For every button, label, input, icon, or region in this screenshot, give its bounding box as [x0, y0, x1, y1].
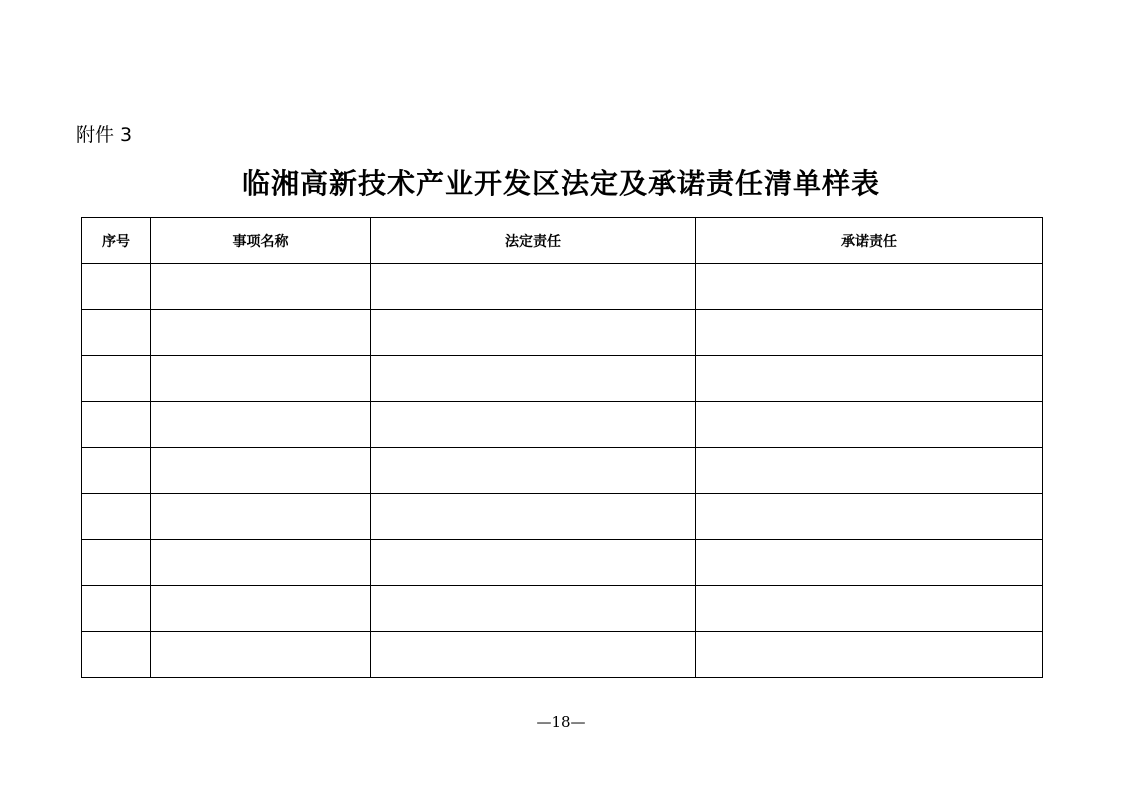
cell-committed-responsibility: [696, 264, 1043, 310]
table-row: [82, 310, 1043, 356]
cell-serial-number: [82, 356, 151, 402]
cell-committed-responsibility: [696, 448, 1043, 494]
table-row: [82, 494, 1043, 540]
column-header-item-name: 事项名称: [151, 218, 371, 264]
table-row: [82, 264, 1043, 310]
table-row: [82, 402, 1043, 448]
page-number: —18—: [536, 713, 586, 731]
table-header-row: [82, 218, 1043, 264]
cell-committed-responsibility: [696, 540, 1043, 586]
cell-item-name: [151, 356, 371, 402]
cell-committed-responsibility: [696, 632, 1043, 678]
document-title: 临湘高新技术产业开发区法定及承诺责任清单样表: [241, 167, 880, 200]
cell-serial-number: [82, 264, 151, 310]
cell-statutory-responsibility: [371, 310, 696, 356]
cell-committed-responsibility: [696, 494, 1043, 540]
cell-serial-number: [82, 540, 151, 586]
cell-statutory-responsibility: [371, 632, 696, 678]
column-header-committed-responsibility: 承诺责任: [696, 218, 1043, 264]
cell-serial-number: [82, 448, 151, 494]
cell-statutory-responsibility: [371, 540, 696, 586]
cell-statutory-responsibility: [371, 264, 696, 310]
table-body: [82, 264, 1043, 678]
cell-committed-responsibility: [696, 586, 1043, 632]
cell-committed-responsibility: [696, 402, 1043, 448]
cell-item-name: [151, 310, 371, 356]
column-header-statutory-responsibility: 法定责任: [371, 218, 696, 264]
cell-serial-number: [82, 494, 151, 540]
cell-serial-number: [82, 632, 151, 678]
cell-serial-number: [82, 402, 151, 448]
cell-item-name: [151, 540, 371, 586]
table-row: [82, 540, 1043, 586]
cell-statutory-responsibility: [371, 356, 696, 402]
cell-item-name: [151, 586, 371, 632]
cell-statutory-responsibility: [371, 448, 696, 494]
cell-committed-responsibility: [696, 310, 1043, 356]
cell-statutory-responsibility: [371, 494, 696, 540]
column-header-serial-number: 序号: [82, 218, 151, 264]
table-row: [82, 356, 1043, 402]
cell-serial-number: [82, 586, 151, 632]
cell-statutory-responsibility: [371, 402, 696, 448]
attachment-label: 附件 3: [76, 124, 133, 146]
table-row: [82, 448, 1043, 494]
cell-item-name: [151, 264, 371, 310]
table-row: [82, 632, 1043, 678]
cell-item-name: [151, 402, 371, 448]
cell-statutory-responsibility: [371, 586, 696, 632]
cell-committed-responsibility: [696, 356, 1043, 402]
cell-item-name: [151, 494, 371, 540]
cell-item-name: [151, 448, 371, 494]
cell-item-name: [151, 632, 371, 678]
table-row: [82, 586, 1043, 632]
cell-serial-number: [82, 310, 151, 356]
responsibility-list-table: [81, 217, 1043, 678]
